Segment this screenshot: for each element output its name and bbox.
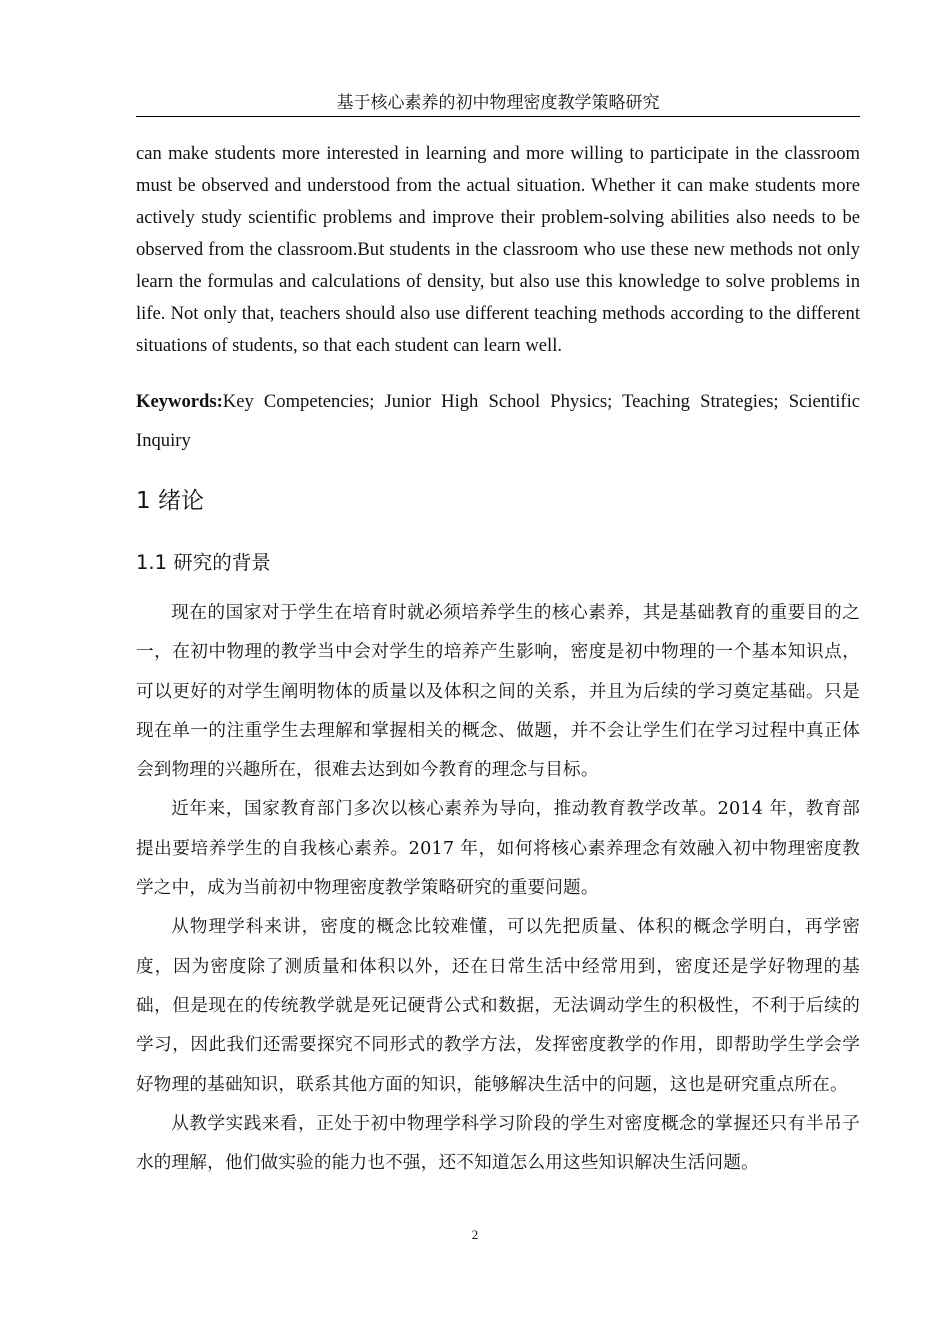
section-heading: 1 绪论 [136,488,204,514]
page-content [136,138,860,1183]
keywords-line [136,382,860,460]
keywords-text: Key Competencies; Junior High School Physics; Teaching Strategies; Scientific Inquiry [136,391,860,451]
running-header: 基于核心素养的初中物理密度教学策略研究 [136,92,860,117]
body-paragraph: 近年来，国家教育部门多次以核心素养为导向，推动教育教学改革。2014 年，教育部提出要培养学生的自我核心素养。2017 年，如何将核心素养理念有效融入初中物理密度教学之中，成为当前初中物理密度教学策略研究的重要问题。 [136,799,860,899]
page-number: 2 [471,1227,479,1242]
body-paragraph: 现在的国家对于学生在培育时就必须培养学生的核心素养，其是基础教育的重要目的之一，在初中物理的教学当中会对学生的培养产生影响，密度是初中物理的一个基本知识点，可以更好的对学生阐明物体的质量以及体积之间的关系，并且为后续的学习奠定基础。只是现在单一的注重学生去理解和掌握相关的概念、做题，并不会让学生们在学习过程中真正体会到物理的兴趣所在，很难去达到如今教育的理念与目标。 [136,603,860,781]
abstract-paragraph: can make students more interested in learning and more willing to participate in the classroom must be observed and understood from the actual situation. Whether it can make students more actively study scientific problems and improve their problem-solving abilities also needs to be observed from the classroom.But students in the classroom who use these new methods not only learn the formulas and calculations of density, but also use this knowledge to solve problems in life. Not only that, teachers should also use different teaching methods according to the different situations of students, so that each student can learn well. [136,143,860,356]
body-paragraph: 从物理学科来讲，密度的概念比较难懂，可以先把质量、体积的概念学明白，再学密度，因为密度除了测质量和体积以外，还在日常生活中经常用到，密度还是学好物理的基础，但是现在的传统教学就是死记硬背公式和数据，无法调动学生的积极性，不利于后续的学习，因此我们还需要探究不同形式的教学方法，发挥密度教学的作用，即帮助学生学会学好物理的基础知识，联系其他方面的知识，能够解决生活中的问题，这也是研究重点所在。 [136,917,860,1095]
keywords-label: Keywords: [136,391,223,412]
body-text [136,594,860,1183]
body-paragraph: 从教学实践来看，正处于初中物理学科学习阶段的学生对密度概念的掌握还只有半吊子水的理解，他们做实验的能力也不强，还不知道怎么用这些知识解决生活问题。 [136,1113,860,1174]
subsection-heading: 1.1 研究的背景 [136,551,271,574]
